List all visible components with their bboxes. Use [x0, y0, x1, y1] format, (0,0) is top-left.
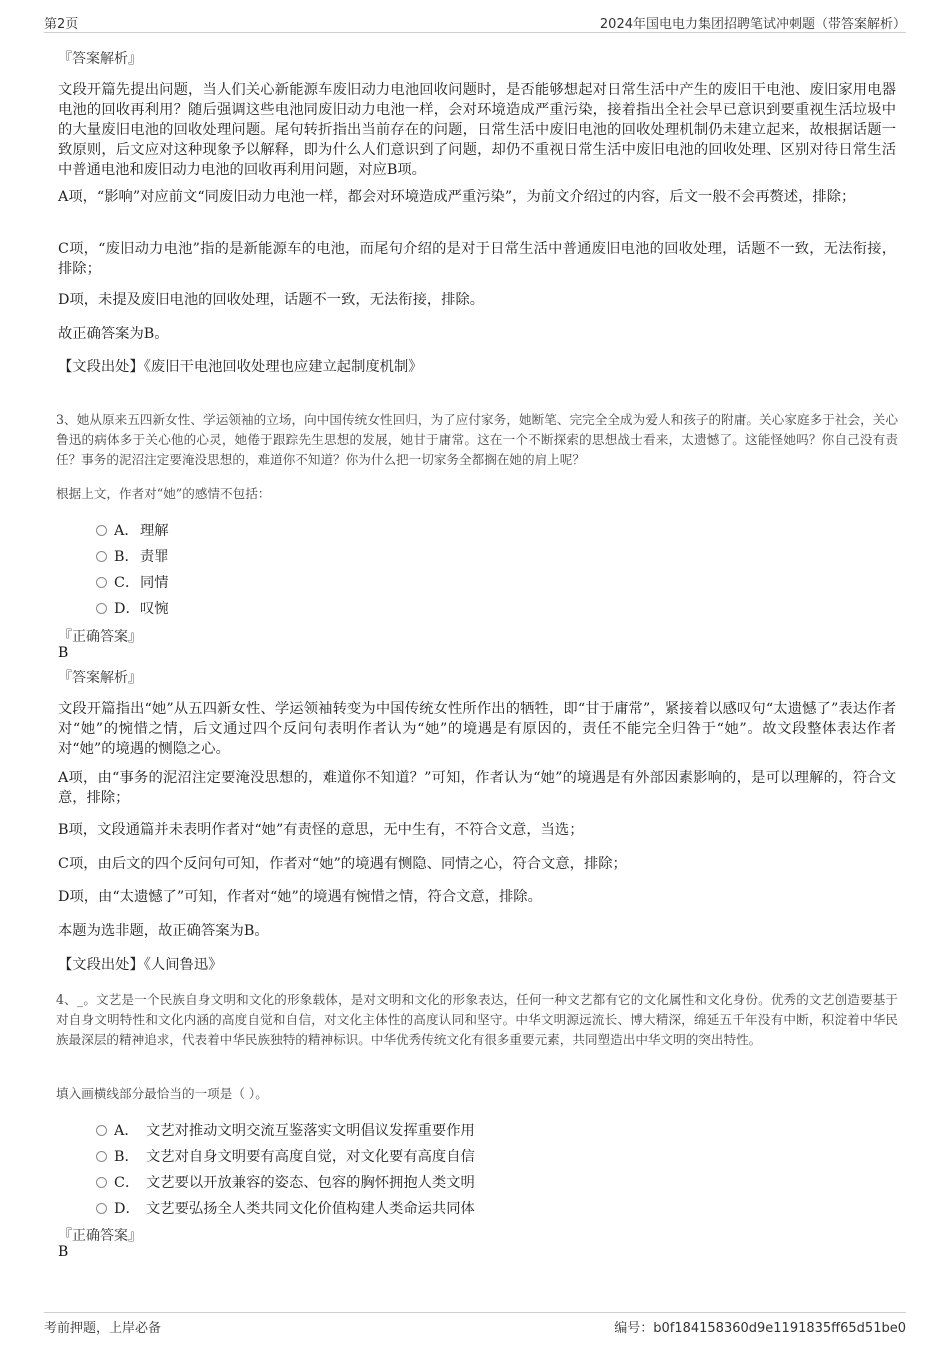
radio-icon[interactable]	[96, 1125, 107, 1136]
q3-option-d[interactable]: D． 叹惋	[96, 596, 796, 622]
q3-option-b-analysis: B项，文段通篇并未表明作者对“她”有责怪的意思，无中生有，不符合文意，当选；	[58, 822, 584, 838]
q4-options	[96, 1118, 796, 1222]
radio-icon[interactable]	[96, 525, 107, 536]
q3-option-a-analysis: A项，由“事务的泥沼注定要淹没思想的，难道你不知道？”可知，作者认为“她”的境遇是有外部因素影响的，是可以理解的，符合文意，排除；	[58, 770, 896, 806]
radio-icon[interactable]	[96, 1203, 107, 1214]
page-header	[44, 10, 906, 33]
q3-option-c[interactable]: C． 同情	[96, 570, 796, 596]
q4-option-d[interactable]: D． 文艺要弘扬全人类共同文化价值构建人类命运共同体	[96, 1196, 796, 1222]
q2-analysis-paragraph: 文段开篇先提出问题，当人们关心新能源车废旧动力电池回收问题时，是否能够想起对日常生活中产生的废旧干电池、废旧家用电器电池的回收再利用？随后强调这些电池同废旧动力电池一样，会对环境造成严重污染，接着指出全社会早已意识到要重视生活垃圾中的大量废旧电池的回收处理问题。尾句转折指出当前存在的问题，日常生活中废旧电池的回收处理机制仍未建立起来，故根据话题一致原则，后文应对这种现象予以解释，即为什么人们意识到了问题，却仍不重视日常生活中废旧电池的回收处理、区别对待日常生活中普通电池和废旧动力电池的回收再利用问题，对应B项。	[58, 82, 896, 178]
q3-conclusion: 本题为选非题，故正确答案为B。	[58, 923, 269, 939]
q2-conclusion: 故正确答案为B。	[58, 326, 169, 342]
q3-source: 【文段出处】《人间鲁迅》	[58, 957, 223, 973]
q3-prompt: 根据上文，作者对“她”的感情不包括：	[56, 486, 271, 501]
q4-option-a[interactable]: A． 文艺对推动文明交流互鉴落实文明倡议发挥重要作用	[96, 1118, 796, 1144]
q3-option-b[interactable]: B． 责罪	[96, 544, 796, 570]
q3-answer: B	[58, 645, 69, 661]
q4-option-c[interactable]: C． 文艺要以开放兼容的姿态、包容的胸怀拥抱人类文明	[96, 1170, 796, 1196]
footer-slogan: 考前押题，上岸必备	[44, 1321, 162, 1336]
radio-icon[interactable]	[96, 603, 107, 614]
radio-icon[interactable]	[96, 1177, 107, 1188]
q2-analysis-label: 『答案解析』	[58, 51, 142, 67]
q3-analysis-label: 『答案解析』	[58, 670, 142, 686]
q4-prompt: 填入画横线部分最恰当的一项是（ ）。	[56, 1086, 268, 1101]
q3-option-d-analysis: D项，由“太遗憾了”可知，作者对“她”的境遇有惋惜之情，符合文意，排除。	[58, 889, 542, 905]
q3-options	[96, 518, 796, 622]
document-code: 编号：b0f184158360d9e1191835ff65d51be0	[614, 1321, 906, 1336]
radio-icon[interactable]	[96, 551, 107, 562]
document-title: 2024年国电电力集团招聘笔试冲刺题（带答案解析）	[599, 17, 906, 32]
q2-option-c-analysis: C项，“废旧动力电池”指的是新能源车的电池，而尾句介绍的是对于日常生活中普通废旧电池的回收处理，话题不一致，无法衔接，排除；	[58, 241, 896, 277]
page-footer	[44, 1312, 906, 1337]
q4-answer: B	[58, 1244, 69, 1260]
q4-answer-label: 『正确答案』	[58, 1228, 142, 1244]
q2-option-a-analysis: A项，“影响”对应前文“同废旧动力电池一样，都会对环境造成严重污染”，为前文介绍过的内容，后文一般不会再赘述，排除；	[58, 189, 856, 205]
radio-icon[interactable]	[96, 1151, 107, 1162]
q3-option-c-analysis: C项，由后文的四个反问句可知，作者对“她”的境遇有恻隐、同情之心，符合文意，排除；	[58, 856, 627, 872]
q3-question-text: 3、她从原来五四新女性、学运领袖的立场，向中国传统女性回归，为了应付家务，她断笔、完完全全成为爱人和孩子的附庸。关心家庭多于社会，关心鲁迅的病体多于关心他的心灵，她倦于跟踪先生思想的发展，她甘于庸常。这在一个不断探索的思想战士看来，太遗憾了。这能怪她吗？你自己没有责任？事务的泥沼注定要淹没思想的，难道你不知道？你为什么把一切家务全都搁在她的肩上呢？	[56, 412, 898, 467]
q2-option-d-analysis: D项，未提及废旧电池的回收处理，话题不一致，无法衔接，排除。	[58, 292, 485, 308]
q3-answer-label: 『正确答案』	[58, 629, 142, 645]
q4-option-b[interactable]: B． 文艺对自身文明要有高度自觉，对文化要有高度自信	[96, 1144, 796, 1170]
page-number: 第2页	[44, 17, 79, 32]
q3-analysis-paragraph: 文段开篇指出“她”从五四新女性、学运领袖转变为中国传统女性所作出的牺牲，即“甘于庸常”，紧接着以感叹句“太遗憾了”表达作者对“她”的惋惜之情，后文通过四个反问句表明作者认为“她”的境遇是有原因的，责任不能完全归咎于“她”。故文段整体表达作者对“她”的境遇的恻隐之心。	[58, 701, 896, 757]
q2-source: 【文段出处】《废旧干电池回收处理也应建立起制度机制》	[58, 359, 423, 375]
q3-option-a[interactable]: A． 理解	[96, 518, 796, 544]
radio-icon[interactable]	[96, 577, 107, 588]
q4-question-text: 4、_。文艺是一个民族自身文明和文化的形象载体，是对文明和文化的形象表达，任何一种文艺都有它的文化属性和文化身份。优秀的文艺创造要基于对自身文明特性和文化内涵的高度自觉和自信，对文化主体性的高度认同和坚守。中华文明源远流长、博大精深，绵延五千年没有中断，积淀着中华民族最深层的精神追求，代表着中华民族独特的精神标识。中华优秀传统文化有很多重要元素，共同塑造出中华文明的突出特性。	[56, 992, 898, 1047]
